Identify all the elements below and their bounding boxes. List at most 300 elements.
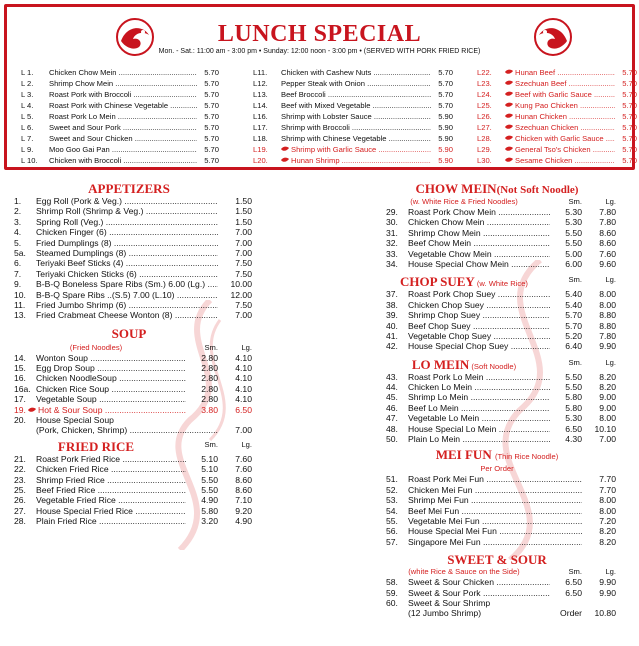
item-code: L26. xyxy=(477,112,492,121)
item-price: 7.50 xyxy=(235,258,252,269)
item-code: L16. xyxy=(253,112,268,121)
item-price: 5.70 xyxy=(622,145,637,154)
item-number: 14. xyxy=(14,352,26,363)
item-name-detail: (Pork, Chicken, Shrimp) ..... xyxy=(36,425,218,435)
item-name: House Special Mei Fun ..... xyxy=(408,526,582,536)
item-number: 56. xyxy=(386,526,398,537)
item-name: Vegetable Mei Fun ..... xyxy=(408,516,582,526)
lunch-item xyxy=(21,67,219,78)
item-price-small: 5.20 xyxy=(565,330,582,341)
list-item xyxy=(6,279,252,289)
item-name: Roast Pork Lo Mein ..... xyxy=(49,111,197,122)
item-number: 50. xyxy=(386,434,398,445)
item-price: 7.70 xyxy=(599,484,616,495)
list-item xyxy=(378,341,616,351)
item-price: 5.90 xyxy=(438,134,453,143)
fried-rice-title: FRIED RICE xyxy=(57,438,135,454)
chop-suey-list xyxy=(378,289,616,351)
item-price-large: 8.00 xyxy=(599,299,616,310)
item-name: Vegetable Soup ..... xyxy=(36,394,186,404)
item-name: Teriyaki Chicken Sticks (6) ..... xyxy=(36,269,218,279)
item-name: Shrimp Lo Mein ..... xyxy=(408,392,550,402)
list-item xyxy=(6,464,252,474)
list-item xyxy=(6,516,252,526)
list-item xyxy=(378,259,616,269)
appetizers-section xyxy=(6,182,252,321)
item-name: Chicken with Garlic Sauce ..... xyxy=(515,133,615,144)
list-item xyxy=(378,526,616,536)
item-number: 42. xyxy=(386,341,398,352)
item-number: 21. xyxy=(14,453,26,464)
item-code: L22. xyxy=(477,68,492,77)
chow-mein-subtitle: (w. White Rice & Fried Noodles) xyxy=(410,197,518,206)
lunch-item xyxy=(477,89,637,100)
item-name: Szechuan Beef ..... xyxy=(515,78,615,89)
sweet-sour-header xyxy=(378,567,616,577)
list-item xyxy=(6,363,252,373)
item-price-large: 8.60 xyxy=(599,227,616,238)
item-price: 8.20 xyxy=(599,526,616,537)
item-name: Beef Chow Mein ..... xyxy=(408,238,550,248)
item-number: 5. xyxy=(14,237,22,248)
list-item xyxy=(6,300,252,310)
item-code: L 5. xyxy=(21,112,34,121)
item-name: Beef Broccoli ..... xyxy=(281,89,431,100)
item-name: B-B-Q Boneless Spare Ribs (Sm.) 6.00 (Lg.) ..... xyxy=(36,279,218,289)
item-price: 5.90 xyxy=(438,145,453,154)
lunch-column-1 xyxy=(21,67,219,166)
item-number: 19. xyxy=(14,404,26,415)
lunch-item xyxy=(477,67,637,78)
item-price: 7.50 xyxy=(235,299,252,310)
item-price-small: 5.50 xyxy=(565,382,582,393)
item-price-large: 7.00 xyxy=(599,434,616,445)
item-price-large: 9.90 xyxy=(599,577,616,588)
item-price-small: 5.80 xyxy=(565,402,582,413)
item-name: Roast Pork Fried Rice ..... xyxy=(36,454,186,464)
item-price: 8.20 xyxy=(599,536,616,547)
lunch-item xyxy=(477,133,637,144)
item-price-small: 4.30 xyxy=(565,434,582,445)
item-name: Chicken Chow Mein ..... xyxy=(408,217,550,227)
item-name: Chicken Mei Fun ..... xyxy=(408,485,582,495)
item-name: Spring Roll (Veg.) ..... xyxy=(36,217,218,227)
hot-pepper-icon xyxy=(28,405,36,415)
soup-list xyxy=(6,353,252,415)
item-code: L 6. xyxy=(21,123,34,132)
item-price-small: 2.80 xyxy=(201,373,218,384)
item-price-small: 5.50 xyxy=(201,474,218,485)
item-price-large: 4.90 xyxy=(235,516,252,527)
chow-mein-title xyxy=(378,182,616,197)
item-price: 5.70 xyxy=(438,79,453,88)
item-name: Steamed Dumplings (8) ..... xyxy=(36,248,218,258)
list-item xyxy=(378,403,616,413)
list-item xyxy=(6,394,252,404)
lunch-item xyxy=(253,133,453,144)
item-number: 23. xyxy=(14,474,26,485)
item-name: Shrimp Chow Mein ..... xyxy=(49,78,197,89)
item-price-large: 7.10 xyxy=(235,495,252,506)
list-item xyxy=(6,290,252,300)
item-price-small: 5.00 xyxy=(565,248,582,259)
size-small-label: Sm. xyxy=(568,357,582,367)
item-price-small: 5.50 xyxy=(565,371,582,382)
lunch-item xyxy=(253,155,453,166)
item-code: L 9. xyxy=(21,145,34,154)
item-price: 1.50 xyxy=(235,216,252,227)
item-price: 5.70 xyxy=(204,112,219,121)
item-name: Beef Fried Rice ..... xyxy=(36,485,186,495)
fried-rice-section xyxy=(6,440,252,527)
list-item xyxy=(6,258,252,268)
item-number: 46. xyxy=(386,402,398,413)
lunch-hours: Mon. - Sat.: 11:00 am - 3:00 pm • Sunday: 12:00 noon - 3:00 pm • (SERVED WITH PORK FRIED RICE) xyxy=(158,48,481,55)
lunch-item xyxy=(21,111,219,122)
chop-suey-subtitle: (w. White Rice) xyxy=(476,279,528,289)
item-name: Sweet & Sour Shrimp xyxy=(408,597,491,608)
item-number: 7. xyxy=(14,268,22,279)
item-number: 52. xyxy=(386,484,398,495)
list-item xyxy=(378,537,616,547)
item-name: Shrimp with Lobster Sauce ..... xyxy=(281,111,431,122)
item-name: Moo Goo Gai Pan ..... xyxy=(49,144,197,155)
item-number: 45. xyxy=(386,392,398,403)
item-price: 5.90 xyxy=(438,112,453,121)
item-name: Vegetable Lo Mein ..... xyxy=(408,413,550,423)
item-price-large: 8.80 xyxy=(599,310,616,321)
hot-pepper-icon xyxy=(505,111,513,122)
item-name: Kung Pao Chicken ..... xyxy=(515,100,615,111)
lo-mein-header xyxy=(378,358,616,372)
list-item xyxy=(6,217,252,227)
lunch-item xyxy=(253,89,453,100)
item-number: 5a. xyxy=(14,247,26,258)
item-price: 5.70 xyxy=(622,123,637,132)
item-code: L 10. xyxy=(21,156,38,165)
item-code: L12. xyxy=(253,79,268,88)
item-code: L25. xyxy=(477,101,492,110)
item-price-small: 6.50 xyxy=(565,577,582,588)
lunch-column-3 xyxy=(477,67,637,166)
item-price: 7.00 xyxy=(235,425,252,436)
item-number: 34. xyxy=(386,258,398,269)
item-name: Fried Dumplings (8) ..... xyxy=(36,238,218,248)
size-small-label: Sm. xyxy=(204,342,218,352)
item-number: 60. xyxy=(386,597,398,608)
dragon-emblem-icon xyxy=(531,17,575,57)
list-item xyxy=(6,238,252,248)
list-item xyxy=(6,206,252,216)
appetizers-title: APPETIZERS xyxy=(88,181,170,196)
item-name: Chicken Chop Suey ..... xyxy=(408,300,550,310)
item-price-small: 4.90 xyxy=(201,495,218,506)
item-number: 4. xyxy=(14,227,22,238)
item-price: 5.70 xyxy=(622,156,637,165)
lo-mein-title: LO MEIN xyxy=(411,356,470,372)
mei-fun-section xyxy=(378,448,616,547)
item-number: 11. xyxy=(14,299,26,310)
mei-fun-title-text: MEI FUN xyxy=(435,447,492,463)
list-item xyxy=(6,384,252,394)
hot-pepper-icon xyxy=(505,122,513,133)
item-name: Shrimp Chow Mein ..... xyxy=(408,228,550,238)
item-number: 38. xyxy=(386,299,398,310)
list-item xyxy=(378,608,616,618)
item-number: 39. xyxy=(386,310,398,321)
item-price-small: 5.50 xyxy=(565,227,582,238)
list-item xyxy=(378,434,616,444)
list-item xyxy=(378,289,616,299)
item-price-large: 4.10 xyxy=(235,373,252,384)
item-price-large: 8.20 xyxy=(599,382,616,393)
item-price-small: 5.80 xyxy=(565,392,582,403)
item-name: Plain Lo Mein ..... xyxy=(408,434,550,444)
hot-pepper-icon xyxy=(505,89,513,100)
lo-mein-subtitle: (Soft Noodle) xyxy=(471,361,517,371)
menu-column-right xyxy=(378,182,616,619)
lunch-item xyxy=(477,144,637,155)
list-item xyxy=(378,310,616,320)
hot-pepper-icon xyxy=(505,100,513,111)
lunch-item xyxy=(253,122,453,133)
item-name: House Special Fried Rice ..... xyxy=(36,506,186,516)
item-number: 15. xyxy=(14,363,26,374)
item-name: Beef Lo Mein ..... xyxy=(408,403,550,413)
item-name: Beef with Mixed Vegetable ..... xyxy=(281,100,431,111)
item-number: 27. xyxy=(14,505,26,516)
item-price-small: 2.80 xyxy=(201,352,218,363)
item-price-large: 8.20 xyxy=(599,371,616,382)
item-number: 30. xyxy=(386,217,398,228)
item-price: 8.00 xyxy=(599,505,616,516)
item-number: 57. xyxy=(386,536,398,547)
item-name: Roast Pork Mei Fun ..... xyxy=(408,474,582,484)
item-number: 41. xyxy=(386,330,398,341)
item-code: L18. xyxy=(253,134,268,143)
item-price-small: 5.30 xyxy=(565,217,582,228)
lunch-items xyxy=(21,67,637,166)
item-number: 31. xyxy=(386,227,398,238)
item-price-small: 3.80 xyxy=(201,404,218,415)
item-price: 8.00 xyxy=(599,495,616,506)
item-price-large: 8.60 xyxy=(235,474,252,485)
item-code: L28. xyxy=(477,134,492,143)
item-price: 5.70 xyxy=(622,90,637,99)
item-price: 5.70 xyxy=(204,134,219,143)
item-name: B-B-Q Spare Ribs ..(S.5) 7.00 (L.10) ..... xyxy=(36,290,218,300)
item-name: Wonton Soup ..... xyxy=(36,353,186,363)
size-small-label: Sm. xyxy=(204,439,218,449)
item-price-small: 5.40 xyxy=(565,299,582,310)
item-name: Roast Pork Chow Mein ..... xyxy=(408,207,550,217)
item-price: 5.90 xyxy=(438,156,453,165)
item-name: Sweet and Sour Chicken ..... xyxy=(49,133,197,144)
item-number: 3. xyxy=(14,216,22,227)
item-name: Chicken with Broccoli ..... xyxy=(49,155,197,166)
list-item xyxy=(6,415,252,425)
item-code: L 1. xyxy=(21,68,34,77)
item-name: Plain Fried Rice ..... xyxy=(36,516,186,526)
item-price: 5.70 xyxy=(622,68,637,77)
size-small-label: Sm. xyxy=(568,567,582,577)
item-code: L17. xyxy=(253,123,268,132)
item-name: House Special Chop Suey ..... xyxy=(408,341,550,351)
list-item xyxy=(378,413,616,423)
item-name: Hot & Sour Soup ..... xyxy=(38,405,186,415)
item-name: Roast Pork with Broccoli ..... xyxy=(49,89,197,100)
item-number: 29. xyxy=(386,207,398,217)
item-number: 20. xyxy=(14,415,26,426)
item-name: Beef Mei Fun ..... xyxy=(408,506,582,516)
item-name-detail: (12 Jumbo Shrimp) xyxy=(408,608,482,619)
mei-fun-per-order: Per Order xyxy=(480,464,514,474)
soup-section xyxy=(6,327,252,436)
hot-pepper-icon xyxy=(281,144,289,155)
list-item xyxy=(378,300,616,310)
item-price-small: 5.50 xyxy=(565,238,582,249)
chow-mein-title-note: (Not Soft Noodle) xyxy=(496,184,579,196)
lunch-item xyxy=(21,133,219,144)
lunch-item xyxy=(477,100,637,111)
dragon-emblem-icon xyxy=(113,17,157,57)
item-price-small: 2.80 xyxy=(201,383,218,394)
item-price: 5.70 xyxy=(622,112,637,121)
item-price-large: 9.00 xyxy=(599,392,616,403)
lunch-item xyxy=(21,78,219,89)
item-name: General Tso's Chicken ..... xyxy=(515,144,615,155)
item-price-large: 9.90 xyxy=(599,341,616,352)
item-price: 5.70 xyxy=(622,134,637,143)
item-number: 55. xyxy=(386,515,398,526)
item-number: 44. xyxy=(386,382,398,393)
size-large-label: Lg. xyxy=(605,197,616,206)
size-small-label: Sm. xyxy=(568,197,582,206)
list-item xyxy=(6,248,252,258)
lunch-item xyxy=(21,89,219,100)
item-price-large: 8.60 xyxy=(235,484,252,495)
item-number: 32. xyxy=(386,238,398,249)
item-price-large: 7.60 xyxy=(599,248,616,259)
item-price-small: 5.80 xyxy=(201,505,218,516)
lunch-item xyxy=(477,155,637,166)
item-name: Sesame Chicken ..... xyxy=(515,155,615,166)
order-label: Order xyxy=(560,608,582,619)
item-price-small: 6.50 xyxy=(565,423,582,434)
item-price-small: 6.00 xyxy=(565,258,582,269)
item-name: Shrimp with Broccoli ..... xyxy=(281,122,431,133)
list-item xyxy=(6,353,252,363)
size-small-label: Sm. xyxy=(568,275,582,285)
list-item xyxy=(378,485,616,495)
item-number: 54. xyxy=(386,505,398,516)
item-price: 5.70 xyxy=(622,101,637,110)
item-price: 5.70 xyxy=(204,123,219,132)
item-number: 33. xyxy=(386,248,398,259)
item-price-large: 7.80 xyxy=(599,330,616,341)
item-name: Teriyaki Beef Sticks (4) ..... xyxy=(36,258,218,268)
size-large-label: Lg. xyxy=(605,567,616,577)
list-item xyxy=(6,196,252,206)
item-number: 48. xyxy=(386,423,398,434)
list-item xyxy=(378,321,616,331)
item-code: L14. xyxy=(253,101,268,110)
item-price-large: 4.10 xyxy=(235,352,252,363)
mei-fun-title xyxy=(378,448,616,464)
item-price: 7.50 xyxy=(235,268,252,279)
hot-pepper-icon xyxy=(281,155,289,166)
mei-fun-subtitle: (Thin Rice Noodle) xyxy=(494,452,559,462)
item-code: L29. xyxy=(477,145,492,154)
item-name: Szechuan Chicken ..... xyxy=(515,122,615,133)
item-price-small: 5.10 xyxy=(201,453,218,464)
item-price-large: 4.10 xyxy=(235,363,252,374)
lunch-item xyxy=(477,122,637,133)
list-item xyxy=(378,238,616,248)
sweet-sour-title: SWEET & SOUR xyxy=(447,552,547,568)
list-item xyxy=(6,227,252,237)
item-code: L 7. xyxy=(21,134,34,143)
list-item xyxy=(6,495,252,505)
lunch-column-2 xyxy=(253,67,453,166)
item-name: Vegetable Chow Mein ..... xyxy=(408,249,550,259)
item-price-small: 5.70 xyxy=(565,310,582,321)
lunch-item xyxy=(253,78,453,89)
item-price: 1.50 xyxy=(235,196,252,206)
item-name: Chicken with Cashew Nuts ..... xyxy=(281,67,431,78)
fried-rice-header xyxy=(6,440,252,454)
item-name: Fried Jumbo Shrimp (6) ..... xyxy=(36,300,218,310)
item-number: 25. xyxy=(14,484,26,495)
hot-pepper-icon xyxy=(505,144,513,155)
item-price: 10.80 xyxy=(594,608,616,619)
list-item xyxy=(378,217,616,227)
item-price-small: 5.10 xyxy=(201,464,218,475)
item-price-small: 5.30 xyxy=(565,207,582,217)
item-name: Hunan Shrimp ..... xyxy=(291,155,431,166)
soup-subtitle: (Fried Noodles) xyxy=(69,342,123,352)
item-name: Chicken Fried Rice ..... xyxy=(36,464,186,474)
item-price: 5.70 xyxy=(204,79,219,88)
size-large-label: Lg. xyxy=(605,275,616,285)
item-name: Singapore Mei Fun ..... xyxy=(408,537,582,547)
list-item xyxy=(378,577,616,587)
size-large-label: Lg. xyxy=(605,357,616,367)
list-item xyxy=(378,598,616,608)
item-name: Sweet & Sour Chicken ..... xyxy=(408,577,550,587)
item-price: 5.70 xyxy=(204,156,219,165)
item-number: 59. xyxy=(386,587,398,598)
item-price: 7.20 xyxy=(599,515,616,526)
lo-mein-section xyxy=(378,358,616,445)
item-name: Chicken NoodleSoup ..... xyxy=(36,373,186,383)
hot-pepper-icon xyxy=(505,67,513,78)
item-price: 7.00 xyxy=(235,237,252,248)
item-price-large: 8.60 xyxy=(599,238,616,249)
lunch-item xyxy=(253,100,453,111)
item-number: 58. xyxy=(386,577,398,588)
hot-pepper-icon xyxy=(505,78,513,89)
lunch-item xyxy=(21,155,219,166)
lunch-item xyxy=(253,111,453,122)
item-price-small: 3.20 xyxy=(201,516,218,527)
item-price-large: 4.10 xyxy=(235,383,252,394)
item-name: Egg Roll (Pork & Veg.) ..... xyxy=(36,196,218,206)
item-number: 53. xyxy=(386,495,398,506)
item-price-large: 7.60 xyxy=(235,464,252,475)
item-name: Shrimp with Chinese Vegetable ..... xyxy=(281,133,431,144)
item-code: L23. xyxy=(477,79,492,88)
